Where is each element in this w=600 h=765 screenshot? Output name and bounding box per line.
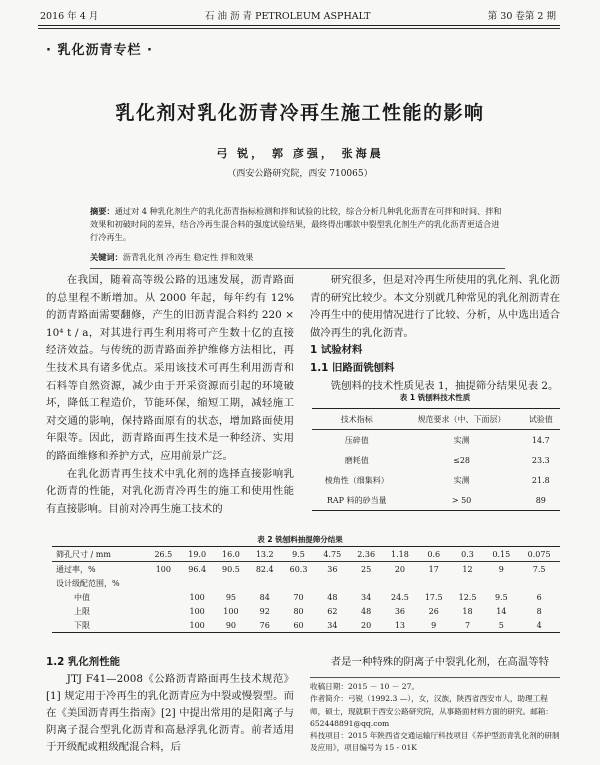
- table-cell: 14: [496, 606, 507, 616]
- section-heading-1: 1 试验材料: [310, 344, 363, 357]
- table-cell: 82.4: [255, 564, 274, 574]
- table-row: [52, 562, 560, 577]
- table-cell: 60: [293, 620, 304, 630]
- table2-pass-label: 通过率，%: [56, 564, 96, 574]
- table-cell: 100: [189, 606, 205, 616]
- table-cell: 9: [431, 620, 437, 630]
- table-cell: 20: [361, 620, 372, 630]
- paper-title: 乳化剂对乳化沥青冷再生施工性能的影响: [115, 102, 485, 124]
- header-date: 2016 年 4 月: [40, 11, 99, 22]
- table2-sieve-size: 13.2: [248, 547, 282, 562]
- table-cell: 36: [394, 606, 406, 616]
- table-row: [312, 430, 560, 451]
- table-cell: 90.5: [222, 564, 240, 574]
- table2-sieve-size: 26.5: [146, 547, 180, 562]
- intro-paragraph-1: 在我国，随着高等级公路的迅速发展，沥青路面的总里程不断增加。从 2000 年起，每年约有 12% 的沥青路面需要翻修，产生的旧沥青混合料约 220 × 10⁴ t / a，对其进行再生利用将可产生数十亿的直接经济效益。与传统的沥青路面养护维修方法相比，再生技术具有诸多优点。采用该技术可再生利用沥青和石料等自然资源，减少由于开采资源而引起的环境破坏，降低工程造价，节能环保，缩短工期，减轻施工对交通的影响，保持路面原有的状态，增加路面使用年限等。因此，沥青路面再生技术是一种经济、实用的路面维修和养护方式，应用前景广泛。: [46, 274, 294, 462]
- table2-sieve-size: 0.6: [417, 547, 451, 562]
- footnote-received: 收稿日期：2015 － 10 － 27。: [310, 682, 420, 691]
- table-cell: ≤28: [453, 455, 470, 465]
- section-1-1-paragraph: 铣刨料的技术性质见表 1，抽提筛分结果见表 2。: [330, 379, 559, 392]
- table-cell: 20: [394, 564, 406, 574]
- table2-sieve-size: 2.36: [349, 547, 383, 562]
- header-rule-thin: [38, 28, 560, 29]
- column-tag: · 乳化沥青专栏 ·: [46, 43, 153, 58]
- table-cell: 24.5: [391, 592, 409, 602]
- table-cell: [146, 618, 180, 633]
- table-cell: RAP 料的砂当量: [326, 495, 387, 505]
- table-cell: 62: [327, 606, 338, 616]
- table-cell: 6: [536, 592, 542, 602]
- abstract-separator: [90, 268, 505, 269]
- table-cell: 12.5: [458, 592, 477, 602]
- table2-sieve-size: 19.0: [180, 547, 214, 562]
- table-cell: 34: [327, 620, 338, 630]
- table-cell: 5: [498, 620, 504, 630]
- table-cell: 89: [535, 495, 546, 505]
- section-heading-1-1: 1.1 旧路面铣刨料: [310, 361, 395, 374]
- table-cell: 14.7: [531, 435, 550, 445]
- table1-caption: 表 1 铣刨料技术性质: [399, 393, 471, 402]
- table2-sieve-size: 16.0: [214, 547, 248, 562]
- table1: [312, 408, 560, 511]
- table-cell: 实测: [453, 435, 470, 445]
- footnotes: [310, 677, 560, 755]
- keywords: [90, 252, 505, 263]
- table-cell: 23.3: [531, 455, 550, 465]
- table-cell: 8: [536, 606, 542, 616]
- table-cell: 7: [464, 620, 471, 630]
- table-cell: 9.5: [494, 592, 508, 602]
- table2-header-row: [52, 547, 560, 562]
- table2-sieve-size: 9.5: [282, 547, 316, 562]
- table-cell: 17.5: [424, 592, 443, 602]
- keywords-text: 沥青乳化剂 冷再生 稳定性 拌和效果: [122, 252, 254, 262]
- table2-sieve-size: 1.18: [383, 547, 417, 562]
- table1-header: 技术指标: [312, 409, 401, 430]
- table-cell: 实测: [453, 475, 470, 485]
- table2-range-label: 中值: [74, 592, 90, 602]
- table-row: [52, 576, 560, 590]
- body-column-right: [310, 272, 560, 395]
- affiliation: （西安公路研究院，西安 710065）: [227, 169, 373, 179]
- table-cell: 4: [536, 620, 542, 630]
- table-cell: 80: [293, 606, 304, 616]
- table-row: [312, 450, 560, 470]
- table-cell: 17: [428, 564, 439, 574]
- table-cell: 21.8: [531, 475, 550, 485]
- table-cell: 92: [259, 606, 270, 616]
- running-header: [40, 8, 556, 24]
- section-1-2: [46, 654, 294, 756]
- table-cell: 70: [293, 592, 304, 602]
- table-cell: 96.4: [188, 564, 207, 574]
- table-cell: 13: [394, 620, 406, 630]
- table-cell: 25: [361, 564, 372, 574]
- table-cell: 100: [189, 592, 205, 602]
- table2-range-label: 上限: [74, 606, 90, 616]
- intro-paragraph-3: 研究很多，但是对冷再生所使用的乳化剂、乳化沥青的研究比较少。本文分别就几种常见的乳化剂沥青在冷再生中的使用情况进行了比较、分析，从中选出适合做冷再生的乳化沥青。: [310, 274, 560, 339]
- table-row: [52, 618, 560, 633]
- table-row: [52, 604, 560, 618]
- table2-sieve-size: 0.3: [451, 547, 485, 562]
- table-cell: 48: [361, 606, 372, 616]
- table-cell: 90: [225, 620, 237, 630]
- intro-paragraph-2: 在乳化沥青再生技术中乳化剂的选择直接影响乳化沥青的性能，对乳化沥青冷再生的施工和使用性能有直接影响。目前对冷再生施工技术的: [46, 467, 294, 515]
- table2-design-label: 设计级配范围，%: [56, 578, 120, 588]
- table-cell: 95: [225, 592, 237, 602]
- authors: 弓 锐， 郭 彦强， 张海晨: [216, 147, 384, 160]
- table-cell: 磨耗值: [344, 455, 369, 465]
- table-row: [312, 470, 560, 490]
- table2-range-label: 下限: [74, 620, 90, 630]
- table2-caption: 表 2 铣刨料抽提筛分结果: [257, 535, 343, 544]
- table-cell: 棱角性（细集料）: [324, 475, 389, 485]
- table2: [52, 546, 560, 633]
- table-cell: 9: [498, 564, 504, 574]
- abstract: [90, 205, 505, 244]
- table-cell: 压碎值: [344, 435, 369, 445]
- section-heading-1-2: 1.2 乳化剂性能: [46, 656, 120, 668]
- header-rule-thick: [38, 25, 560, 26]
- continued-text: [310, 654, 560, 671]
- table-row: [52, 590, 560, 604]
- header-volume: 第 30 卷第 2 期: [487, 11, 556, 22]
- abstract-text: 通过对 4 种乳化剂生产的乳化沥青指标检测和拌和试验的比较，综合分析几种乳化沥青在可拌和时间、拌和效果和初破时间的差异，结合冷再生混合料的强度试验结果，最终得出哪款中裂型乳化剂生产的乳化沥青更适合进行冷再生。: [90, 206, 502, 242]
- body-column-left: [46, 272, 294, 518]
- keywords-label: 关键词：: [90, 252, 123, 262]
- abstract-label: 摘要：: [90, 206, 115, 216]
- continued-line: 者是一种特殊的阴离子中裂乳化剂，在高温等特: [330, 656, 549, 668]
- footnote-fund: 科技项目：2015 年陕西省交通运输厅科技项目《养护型沥青乳化剂的研制及应用》，项目编号为 15 - 01K: [310, 731, 560, 753]
- table-cell: 12: [462, 564, 473, 574]
- table-cell: 76: [259, 620, 270, 630]
- table2-sieve-size: 0.075: [518, 547, 560, 562]
- table2-sieve-label: 筛孔尺寸 / mm: [52, 547, 146, 562]
- table-cell: 100: [155, 564, 171, 574]
- table2-sieve-size: 0.15: [484, 547, 518, 562]
- table-cell: 60.3: [289, 564, 308, 574]
- table-cell: [146, 604, 180, 618]
- table-cell: 34: [361, 592, 372, 602]
- table-cell: 26: [428, 606, 439, 616]
- table-cell: 100: [223, 606, 239, 616]
- table-cell: 100: [189, 620, 205, 630]
- table-cell: 7.5: [532, 564, 546, 574]
- table-cell: > 50: [451, 495, 472, 505]
- table2-sieve-size: 4.75: [315, 547, 349, 562]
- table-cell: 18: [462, 606, 473, 616]
- table1-header: 规范要求（中、下面层）: [401, 409, 521, 430]
- table-cell: 84: [259, 592, 270, 602]
- table-cell: 48: [327, 592, 338, 602]
- table-cell: 36: [327, 564, 338, 574]
- footnote-author: 作者简介：弓锐（1992.3 —），女，汉族，陕西省西安市人，助理工程师，硕士，现就职于西安公路研究院，从事路面材料方面的研究。邮箱：652448891@qq.com: [310, 694, 553, 728]
- section-1-2-paragraph: JTJ F41—2008《公路沥青路面再生技术规范》[1] 规定用于冷再生的乳化沥青应为中裂或慢裂型。而在《美国沥青再生指南》[2] 中提出常用的是阳离子与阴离子混合型乳化沥青和高悬浮乳化沥青。前者适用于开级配或粗级配混合料，后: [46, 673, 294, 753]
- table1-header: 试验值: [522, 409, 560, 430]
- table-row: [312, 490, 560, 511]
- header-journal: 石 油 沥 青 PETROLEUM ASPHALT: [205, 11, 371, 22]
- table-cell: [146, 590, 180, 604]
